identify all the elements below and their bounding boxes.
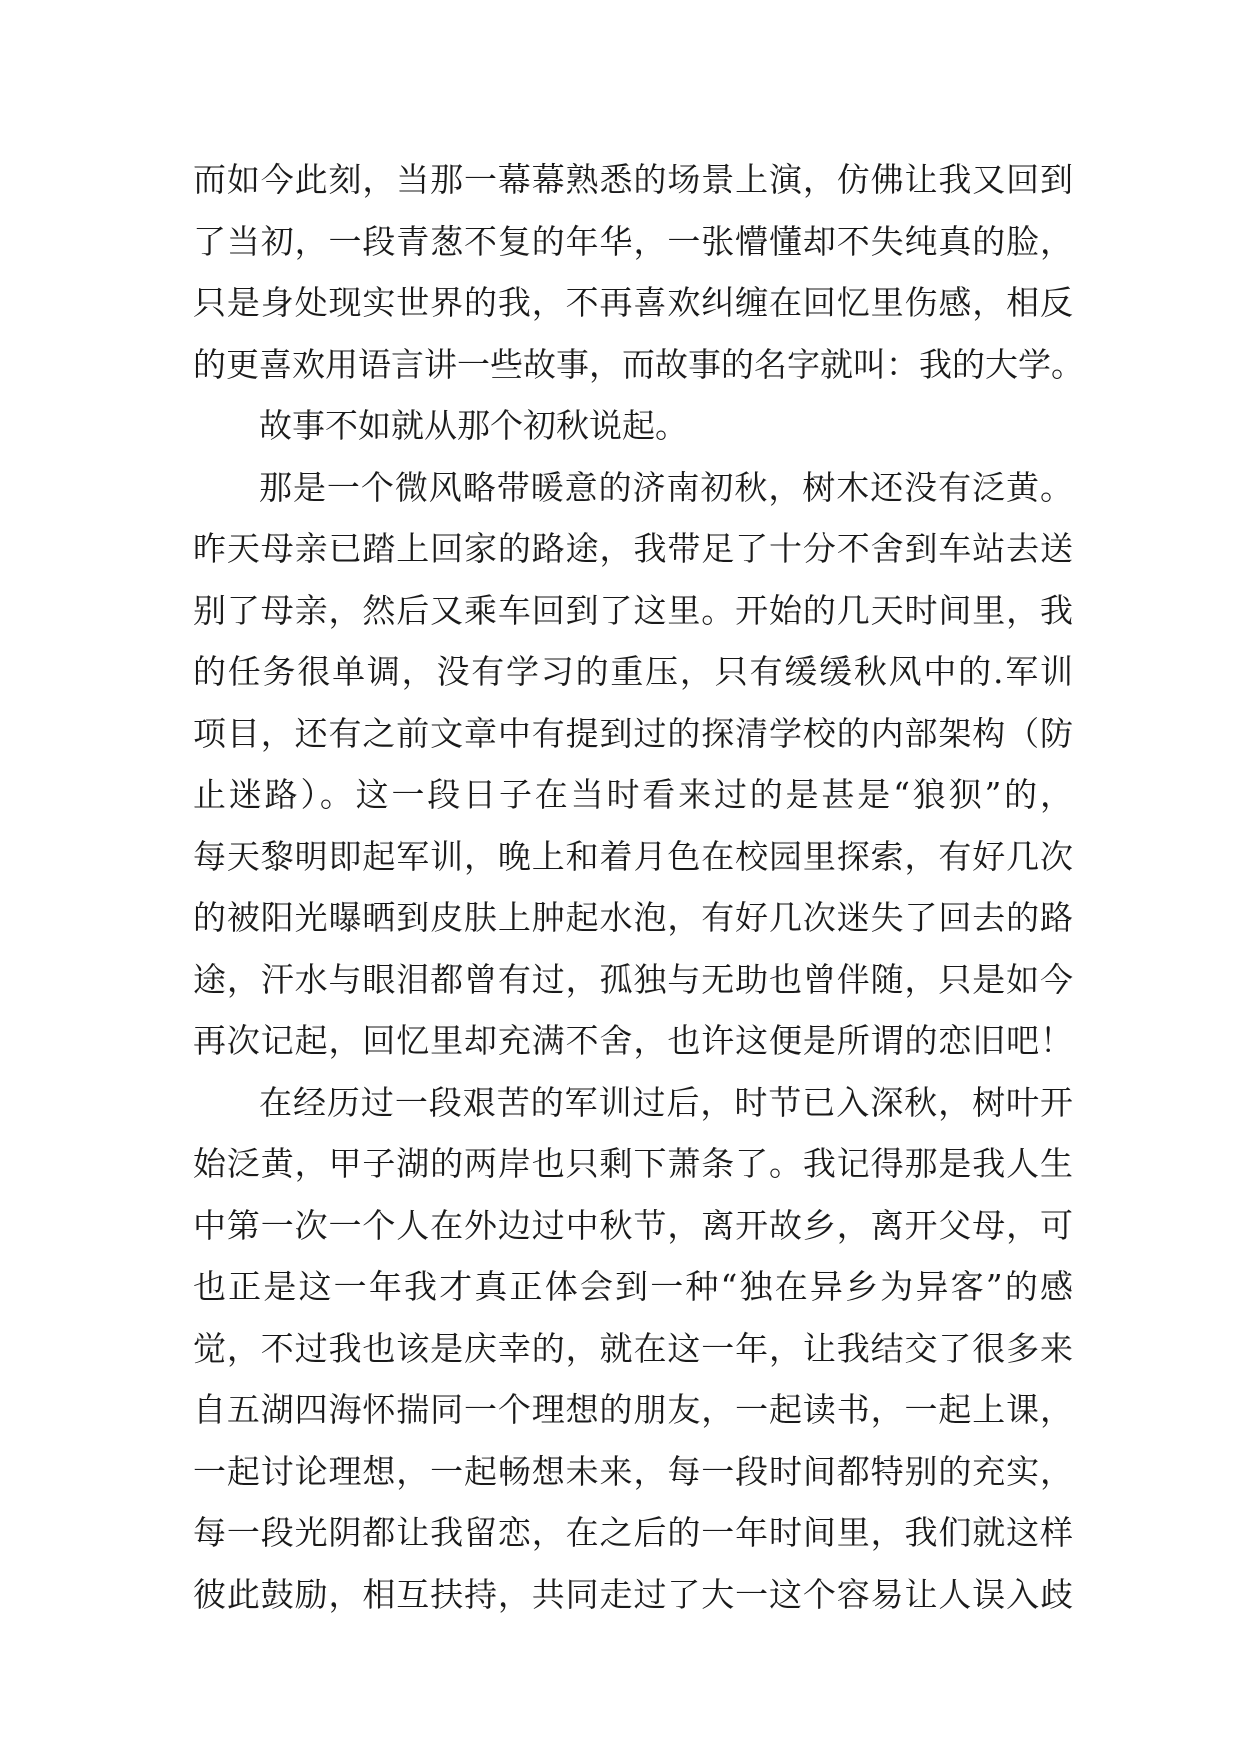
text-line: 在经历过一段艰苦的军训过后，时节已入深秋，树叶开 xyxy=(259,1082,1073,1122)
text-line: 也正是这一年我才真正体会到一种“独在异乡为异客”的感 xyxy=(193,1267,1073,1306)
text-line: 而如今此刻，当那一幕幕熟悉的场景上演，仿佛让我又回到 xyxy=(193,160,1073,199)
text-line: 途，汗水与眼泪都曾有过，孤独与无助也曾伴随，只是如今 xyxy=(193,959,1073,999)
text-line: 那是一个微风略带暖意的济南初秋，树木还没有泛黄。 xyxy=(259,467,1073,507)
text-line: 只是身处现实世界的我，不再喜欢纠缠在回忆里伤感，相反 xyxy=(193,283,1073,322)
text-line: 中第一次一个人在外边过中秋节，离开故乡，离开父母，可 xyxy=(193,1205,1073,1245)
text-line: 每天黎明即起军训，晚上和着月色在校园里探索，有好几次 xyxy=(193,836,1073,876)
text-line: 别了母亲，然后又乘车回到了这里。开始的几天时间里，我 xyxy=(193,590,1073,630)
text-line: 止迷路）。这一段日子在当时看来过的是甚是“狼狈”的， xyxy=(193,775,1073,814)
text-line: 故事不如就从那个初秋说起。 xyxy=(259,406,688,445)
body-text xyxy=(193,160,1084,1636)
text-line: 自五湖四海怀揣同一个理想的朋友，一起读书，一起上课， xyxy=(193,1390,1073,1429)
text-line: 始泛黄，甲子湖的两岸也只剩下萧条了。我记得那是我人生 xyxy=(193,1144,1073,1183)
text-line: 昨天母亲已踏上回家的路途，我带足了十分不舍到车站去送 xyxy=(193,529,1073,568)
text-line: 再次记起，回忆里却充满不舍，也许这便是所谓的恋旧吧！ xyxy=(193,1021,1073,1060)
text-line: 的任务很单调，没有学习的重压，只有缓缓秋风中的.军训 xyxy=(193,652,1073,691)
text-line: 每一段光阴都让我留恋，在之后的一年时间里，我们就这样 xyxy=(193,1513,1073,1552)
text-line: 彼此鼓励，相互扶持，共同走过了大一这个容易让人误入歧 xyxy=(193,1574,1073,1614)
text-line: 的更喜欢用语言讲一些故事，而故事的名字就叫：我的大学。 xyxy=(193,344,1084,384)
text-line: 项目，还有之前文章中有提到过的探清学校的内部架构（防 xyxy=(193,713,1073,753)
text-line: 觉，不过我也该是庆幸的，就在这一年，让我结交了很多来 xyxy=(193,1328,1073,1368)
text-line: 了当初，一段青葱不复的年华，一张懵懂却不失纯真的脸， xyxy=(193,221,1073,261)
text-line: 一起讨论理想，一起畅想未来，每一段时间都特别的充实， xyxy=(193,1451,1073,1491)
text-line: 的被阳光曝晒到皮肤上肿起水泡，有好几次迷失了回去的路 xyxy=(193,898,1073,937)
